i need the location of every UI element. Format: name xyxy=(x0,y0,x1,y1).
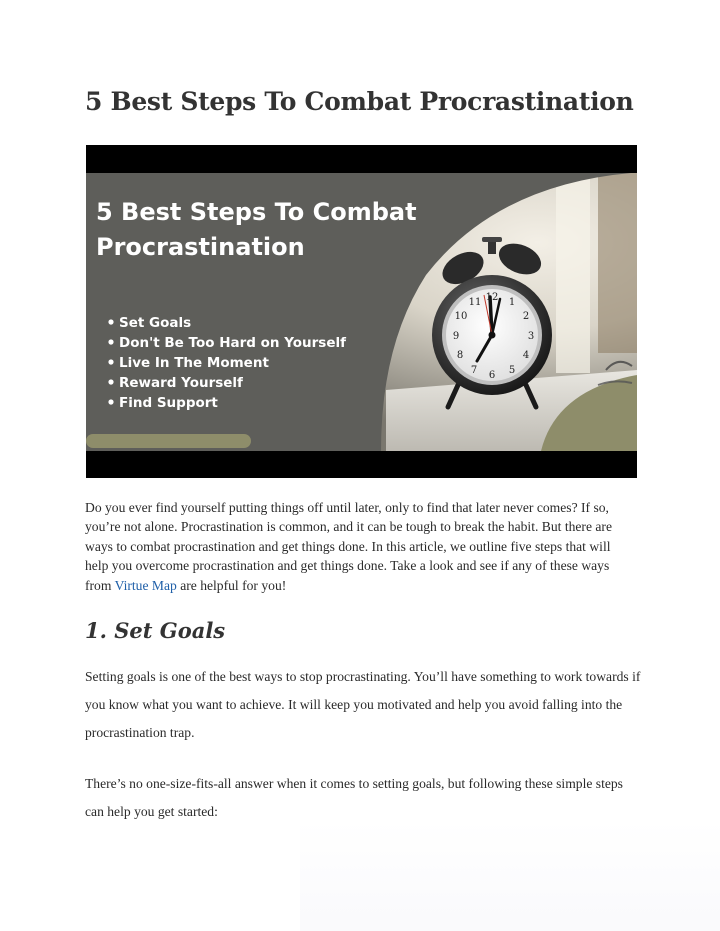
hero-bullet: Live In The Moment xyxy=(119,355,269,371)
clock-number: 10 xyxy=(454,311,468,322)
virtue-map-link[interactable]: Virtue Map xyxy=(114,577,177,593)
section-heading-set-goals: 1. Set Goals xyxy=(85,618,226,643)
hero-bullet: Reward Yourself xyxy=(119,375,243,391)
page-shade xyxy=(300,820,720,931)
clock-number: 6 xyxy=(488,370,496,381)
intro-text-end: are helpful for you! xyxy=(176,577,287,593)
window-light xyxy=(556,173,590,373)
clock-number: 5 xyxy=(508,365,516,376)
clock-number: 7 xyxy=(470,365,478,376)
bullet-dot xyxy=(108,399,113,404)
clock-number: 11 xyxy=(468,297,482,308)
intro-paragraph xyxy=(85,498,637,595)
bullet-dot xyxy=(108,359,113,364)
clock-number: 1 xyxy=(508,297,516,308)
clock-number: 8 xyxy=(456,350,464,361)
hero-image xyxy=(86,145,637,478)
set-goals-paragraph-2: There’s no one-size-fits-all answer when it comes to setting goals, but following these simple steps can help you get started: xyxy=(85,776,623,819)
hero-bullet: Don't Be Too Hard on Yourself xyxy=(119,335,346,351)
curtain xyxy=(598,173,637,353)
bullet-dot xyxy=(108,339,113,344)
hero-title-line-2: Procrastination xyxy=(96,233,305,261)
bullet-dot xyxy=(108,319,113,324)
hero-title-line-1: 5 Best Steps To Combat xyxy=(96,198,417,226)
set-goals-paragraph-1: Setting goals is one of the best ways to stop procrastinating. You’ll have something to work towards if you know what you want to achieve. It will keep you motivated and help you avoid falling into the procrastination trap. xyxy=(85,669,641,740)
clock-number: 3 xyxy=(527,331,535,342)
clock-number: 12 xyxy=(485,292,499,303)
clock-number: 2 xyxy=(522,311,530,322)
clock-number: 4 xyxy=(522,350,530,361)
bullet-dot xyxy=(108,379,113,384)
clock-number: 9 xyxy=(452,331,460,342)
olive-bar xyxy=(86,434,251,448)
page-title: 5 Best Steps To Combat Procrastination xyxy=(85,87,634,116)
hero-bullet: Set Goals xyxy=(119,315,192,331)
intro-text: Do you ever find yourself putting things off until later, only to find that later never comes? If so, you’re not alone. Procrastination is common, and it can be tough to break the habit. But there are ways to combat procrastination and get things done. In this article, we outline five steps that will help you overcome procrastination and get things done. Take a look and see if any of these ways from xyxy=(85,500,612,593)
hero-bullet: Find Support xyxy=(119,395,218,411)
